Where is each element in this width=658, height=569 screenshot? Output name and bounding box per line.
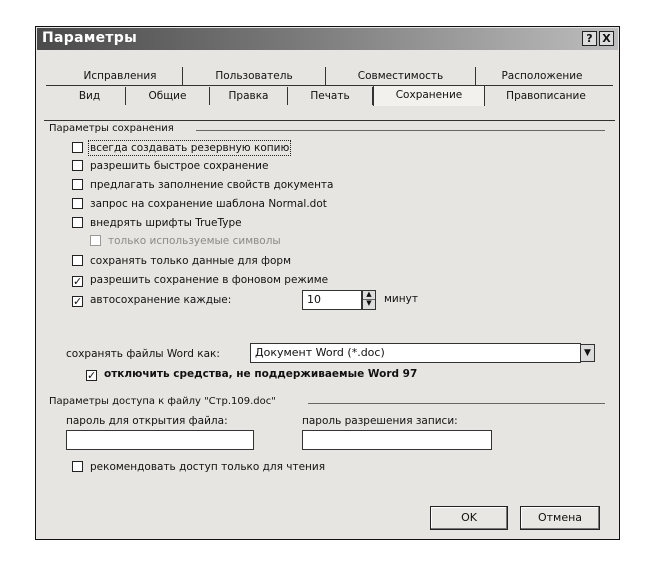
cancel-button[interactable]: Отмена [520,506,600,530]
open-password-input[interactable] [66,430,254,450]
option-label: запрос на сохранение шаблона Normal.dot [90,198,327,210]
tab-spelling[interactable]: Правописание [506,90,586,102]
option-label: разрешить быстрое сохранение [90,160,269,172]
save-format-select[interactable]: Документ Word (*.doc) [250,343,581,363]
tab-row-divider [46,85,613,86]
combo-dropdown-icon[interactable]: ▼ [580,344,595,362]
tab-save[interactable]: Сохранение [373,85,485,106]
tab-user[interactable]: Пользователь [183,67,326,85]
option-autosave[interactable] [72,292,231,308]
checkbox[interactable]: ✓ [73,275,83,288]
tab-corrections[interactable]: Исправления [58,67,183,85]
checkbox[interactable] [72,217,83,228]
option-label: предлагать заполнение свойств документа [90,179,334,191]
option-label: автосохранение каждые: [90,294,232,306]
option-label: разрешить сохранение в фоновом режиме [90,274,329,286]
checkbox[interactable]: ✓ [73,295,83,308]
ok-button[interactable]: OK [430,506,508,530]
autosave-spinner[interactable] [362,290,376,310]
open-password-label: пароль для открытия файла: [66,415,228,427]
option-label: только используемые символы [108,235,281,247]
option-used-chars-only [90,233,281,249]
checkbox [90,235,101,246]
tab-compatibility[interactable]: Совместимость [326,67,476,85]
write-password-input[interactable] [302,430,492,450]
write-password-label: пароль разрешения записи: [302,415,458,427]
access-group-line [308,403,605,404]
spin-up-icon[interactable]: ▲ [363,291,375,300]
window-title: Параметры [42,30,138,46]
access-group-label: Параметры доступа к файлу "Стр.109.doc" [49,396,276,407]
option-label: внедрять шрифты TrueType [90,217,242,229]
option-save-form-data[interactable] [72,253,291,269]
tab-row-1 [46,67,613,85]
option-label: рекомендовать доступ только для чтения [90,461,326,473]
tab-location[interactable]: Расположение [501,70,583,82]
tab-edit[interactable]: Правка [210,87,288,105]
option-prompt-normal-dot[interactable] [72,196,327,212]
option-label: всегда создавать резервную копию [90,142,290,154]
option-fast-save[interactable] [72,158,268,174]
checkbox[interactable] [72,142,83,153]
title-bar[interactable] [37,28,618,50]
tab-panel-border [44,120,615,121]
close-button[interactable]: X [599,31,614,46]
autosave-unit-label: минут [384,293,418,305]
save-options-group-line [196,130,605,131]
checkbox[interactable] [72,461,83,472]
option-background-save[interactable] [72,272,328,288]
help-button[interactable]: ? [582,31,597,46]
checkbox[interactable] [72,160,83,171]
option-prompt-properties[interactable] [72,177,333,193]
save-options-group-label: Параметры сохранения [49,123,174,134]
checkbox[interactable] [72,179,83,190]
options-dialog [35,26,620,540]
tab-row-2 [46,87,613,105]
option-embed-truetype[interactable] [72,215,242,231]
spin-down-icon[interactable]: ▼ [366,299,372,307]
checkbox[interactable]: ✓ [87,369,97,382]
option-recommend-readonly[interactable] [72,459,325,475]
option-label: отключить средства, не поддерживаемые Word 97 [104,368,418,380]
checkbox[interactable] [72,198,83,209]
option-always-backup[interactable] [72,140,289,156]
option-label: сохранять только данные для форм [90,255,292,267]
option-disable-word97-features[interactable] [86,366,417,382]
save-format-label: сохранять файлы Word как: [66,348,220,360]
tab-general[interactable]: Общие [126,87,210,105]
autosave-minutes-input[interactable]: 10 [302,290,362,310]
tab-print[interactable]: Печать [288,87,373,105]
tab-view[interactable]: Вид [54,87,126,105]
checkbox[interactable] [72,255,83,266]
